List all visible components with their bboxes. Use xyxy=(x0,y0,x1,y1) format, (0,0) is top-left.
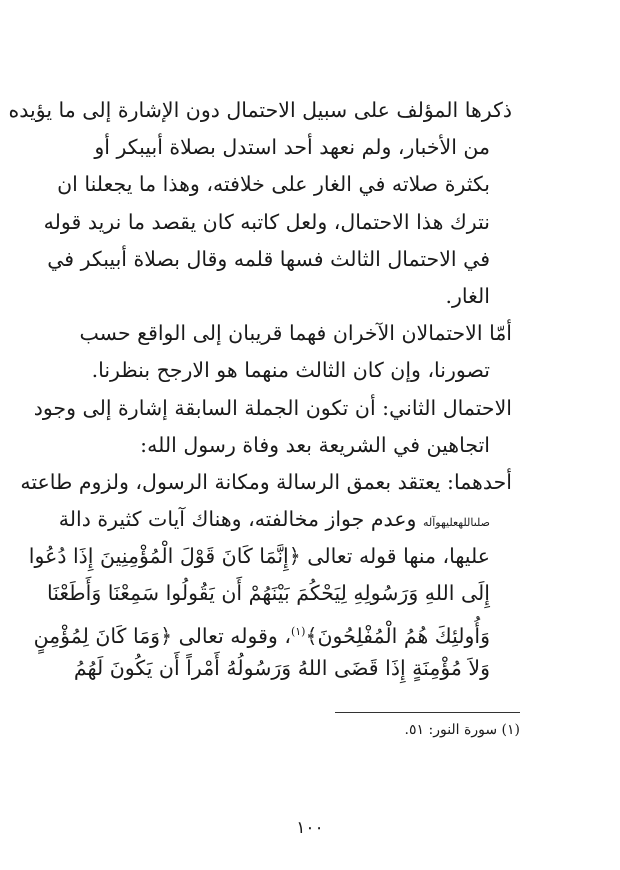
quran-segment: وَأُولئِكَ هُمُ الْمُفْلِحُونَ﴾ xyxy=(305,623,490,648)
text-line: ذكرها المؤلف على سبيل الاحتمال دون الإشارة إلى ما يؤيده xyxy=(8,98,512,122)
text-line: من الأخبار، ولم نعهد أحد استدل بصلاة أبيبكر أو xyxy=(94,135,490,160)
text-line: اتجاهين في الشريعة بعد وفاة رسول الله: xyxy=(140,432,490,457)
text-segment: ، وقوله تعالى ﴿وَمَا كَانَ لِمُؤْمِنٍ xyxy=(33,623,291,648)
text-line-with-salawat xyxy=(58,501,512,538)
text-line: الاحتمال الثاني: أن تكون الجملة السابقة إشارة إلى وجود xyxy=(33,395,512,420)
quran-line-with-footnote-ref xyxy=(33,613,512,650)
quran-line: عليها، منها قوله تعالى ﴿إِنَّمَا كَانَ قَوْلَ الْمُؤْمِنِينَ إِذَا دُعُوا xyxy=(28,544,490,569)
salawat-mark: صلىاللهعليهوآله xyxy=(422,516,490,530)
footnote: (١) سورة النور: ٥١. xyxy=(404,722,520,738)
body-text xyxy=(8,92,512,687)
text-line: أمّا الاحتمالان الآخران فهما قريبان إلى الواقع حسب xyxy=(79,321,512,346)
quran-line: إِلَى اللهِ وَرَسُولِهِ لِيَحْكُمَ بَيْنَهُمْ أَن يَقُولُوا سَمِعْنَا وَأَطَعْنَا xyxy=(46,581,490,606)
text-line: تصورنا، وإن كان الثالث منهما هو الارجح بنظرنا. xyxy=(91,358,490,383)
footnote-reference: (١) xyxy=(290,624,306,638)
text-line: نترك هذا الاحتمال، ولعل كاتبه كان يقصد ما نريد قوله xyxy=(43,209,490,234)
text-segment: وعدم جواز مخالفته، وهناك آيات كثيرة دالة xyxy=(58,507,417,532)
text-line: الغار. xyxy=(445,283,490,308)
page-number: ١٠٠ xyxy=(296,818,324,838)
footnote-divider xyxy=(335,712,520,713)
quran-line: وَلاَ مُؤْمِنَةٍ إِذَا قَضَى اللهُ وَرَسُولُهُ أَمْراً أَن يَكُونَ لَهُمُ xyxy=(73,655,490,680)
text-line: بكثرة صلاته في الغار على خلافته، وهذا ما يجعلنا ان xyxy=(57,172,490,197)
text-line: أحدهما: يعتقد بعمق الرسالة ومكانة الرسول، ولزوم طاعته xyxy=(20,469,512,494)
text-line: في الاحتمال الثالث فسها قلمه وقال بصلاة أبيبكر في xyxy=(47,246,490,271)
